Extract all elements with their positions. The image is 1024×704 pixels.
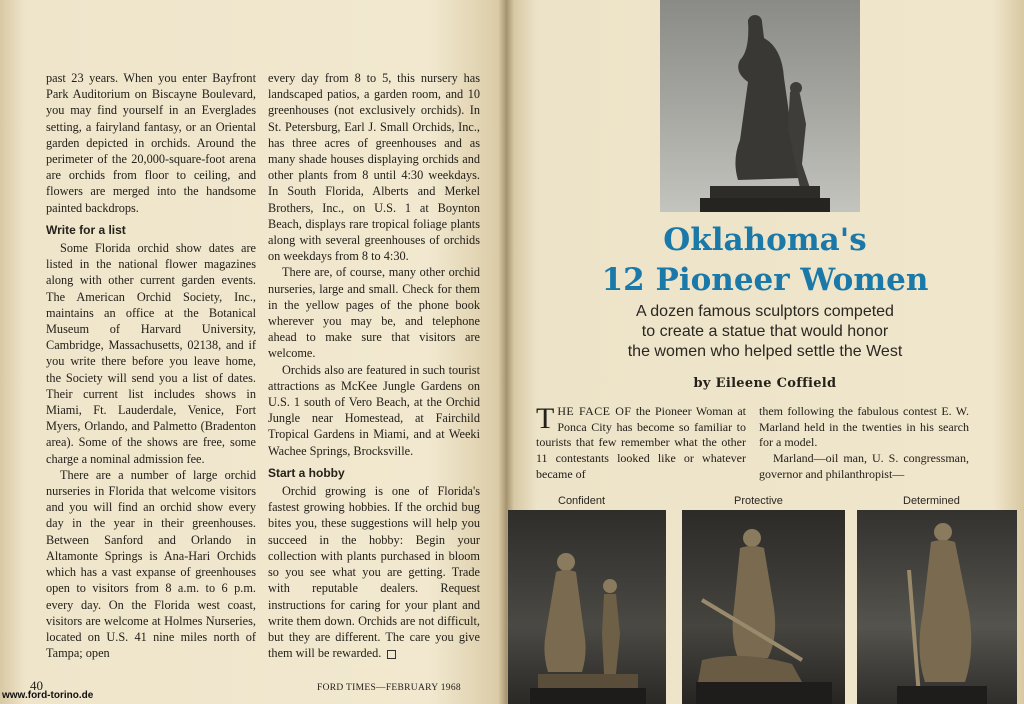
subtitle-line: A dozen famous sculptors competed <box>636 303 894 320</box>
lead-in: HE FACE OF <box>557 404 632 418</box>
statue-photo-protective <box>682 510 845 704</box>
pioneer-woman-statue-photo <box>660 0 860 212</box>
subtitle-line: to create a statue that would honor <box>641 323 889 340</box>
article-subtitle <box>520 302 1010 362</box>
photo-caption-determined: Determined <box>903 495 960 507</box>
section-heading: Write for a list <box>46 222 126 237</box>
section-heading: Start a hobby <box>268 465 345 480</box>
byline: by Eileene Coffield <box>693 376 837 391</box>
paragraph: Orchids also are featured in such tourist attractions as McKee Jungle Gardens on U.S. 1 south of Vero Beach, at the Orchid Jungle near Homestead, at Fairchild Tropical Gardens in Miami, and at Weeki Wachee Springs, Brocksville. <box>268 362 480 458</box>
paragraph <box>536 404 746 483</box>
statue-photo-confident <box>508 510 666 704</box>
paragraph: past 23 years. When you enter Bayfront Park Auditorium on Biscayne Boulevard, you may find yourself in an Everglades setting, a fairyland fantasy, or an Oriental garden depicted in orchids. Around the perimeter of the 20,000-square-foot arena are orchids from floor to ceiling, and flowers are merged into the handsome painted backdrops. <box>46 71 256 215</box>
paragraph: There are a number of large orchid nurseries in Florida that welcome visitors and you will find an orchid show every day in the year in their greenhouses. Between Sanford and Orlando in Altamonte Springs is Ana-Hari Orchids which has a vast expanse of greenhouses open to visitors from 8 a.m. to 6 p.m. every day. On the Florida west coast, visitors are welcome at Holmes Nurseries, located on U.S. 41 nine miles north of Tampa; open <box>46 467 256 661</box>
statue-illustration <box>660 0 860 212</box>
subtitle-line: the women who helped settle the West <box>627 343 903 360</box>
statue-determined-illustration <box>857 510 1017 704</box>
paragraph: every day from 8 to 5, this nursery has landscaped patios, a garden room, and 10 greenhouses (not exclusively orchids). In St. Petersburg, Earl J. Small Orchids, Inc., has three acres of greenhouses and as many shade houses displaying orchids and other plants from 8 until 4:30 weekdays. In South Florida, Alberts and Merkel Brothers, Inc., on U.S. 1 at Boynton Beach, displays rare tropical foliage plants along with several greenhouses of orchids on weekdays from 8 to 4:30. <box>268 71 480 264</box>
folio: FORD TIMES—FEBRUARY 1968 <box>317 683 461 693</box>
page-number: 40 <box>30 678 43 693</box>
article-title-line-2: 12 Pioneer Women <box>601 262 929 298</box>
article-column-4 <box>759 404 969 483</box>
watermark: www.ford-torino.de <box>2 690 94 701</box>
drop-cap: T <box>536 402 555 435</box>
statue-confident-illustration <box>508 510 666 704</box>
paragraph <box>268 483 480 661</box>
paragraph: Some Florida orchid show dates are listed in the national flower magazines along with other current garden events. The American Orchid Society, Inc., maintains an office at the Botanical Museum of Harvard University, Cambridge, Massachusetts, 02138, and if you write there before you leave home, the Society will send you a list of dates. Their current list includes shows in Miami, Ft. Lauderdale, Venice, Fort Myers, Orlando, and Palmetto (Bradenton area). Some of the shows are free, some charge a nominal admission fee. <box>46 241 256 466</box>
paragraph-text: Orchid growing is one of Florida's fastest growing hobbies. If the orchid bug bites you, these suggestions will help you succeed in the hobby: Begin your collection with plants purchased in bloom so you see what you are getting. Trade with reputable dealers. Request instructions for caring for your plant and write them down. Orchids are not difficult, but they are different. The care you give them will be rewarded. <box>268 484 480 661</box>
article-title-line-1: Oklahoma's <box>663 222 867 258</box>
paragraph: them following the fabulous contest E. W. Marland held in the twenties in his search for a model. <box>759 404 969 450</box>
paragraph: Marland—oil man, U. S. congressman, governor and philanthropist— <box>759 451 969 481</box>
photo-caption-confident: Confident <box>558 495 606 507</box>
article-column-1 <box>46 70 256 661</box>
paragraph-text: the Pioneer Woman at Ponca City has become so familiar to tourists that few remember what the other 11 contestants looked like or whatever became of <box>536 404 746 481</box>
article-column-3 <box>536 404 746 483</box>
article-column-2 <box>268 70 480 661</box>
statue-photo-determined <box>857 510 1017 704</box>
photo-caption-protective: Protective <box>734 495 783 507</box>
end-mark-icon <box>387 650 396 659</box>
statue-protective-illustration <box>682 510 845 704</box>
paragraph: There are, of course, many other orchid nurseries, large and small. Check for them in the yellow pages of the phone book wherever you may be, and telephone ahead to make sure that visitors are welcome. <box>268 265 480 361</box>
